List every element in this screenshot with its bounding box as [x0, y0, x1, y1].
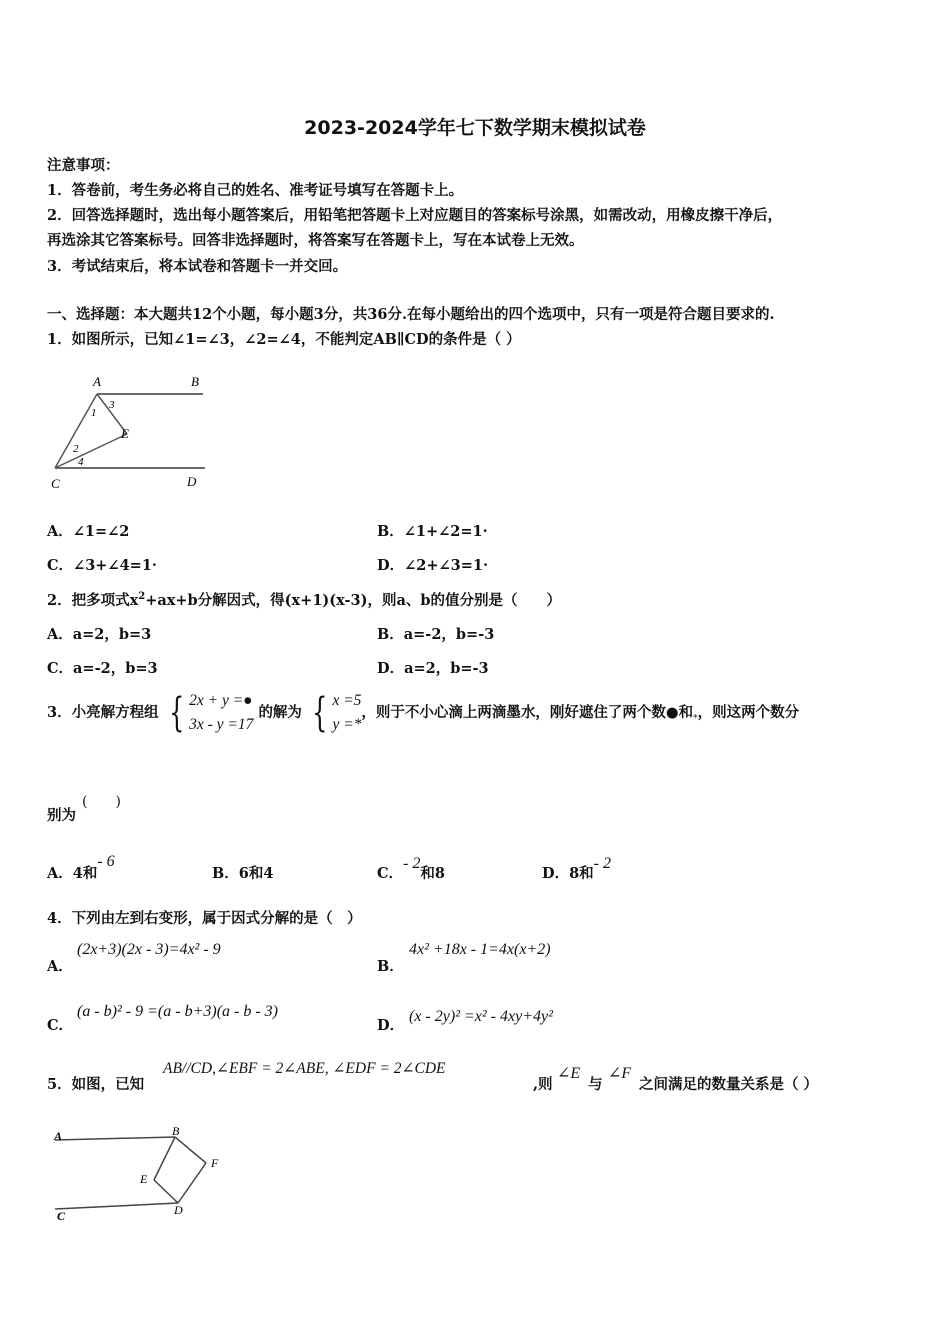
q4-option-c-label: C．	[47, 1017, 74, 1034]
q3-pre: 3．小亮解方程组	[47, 704, 159, 721]
line-ab	[55, 1137, 175, 1140]
line-cd	[55, 1203, 178, 1209]
fig1-label-a: A	[93, 374, 101, 389]
fig5-label-e: E	[140, 1172, 148, 1186]
q3-post2: ，则这两个数分	[697, 704, 800, 721]
q4-option-b-label: B．	[377, 958, 404, 975]
q1-option-d: D．∠2+∠3=1·	[377, 557, 488, 574]
fig1-angle-3: 3	[109, 399, 115, 411]
fig5-label-c: C	[57, 1209, 66, 1223]
q3-equation-system	[189, 689, 253, 737]
q1-option-b: B．∠1+∠2=1·	[377, 523, 488, 540]
fig5-label-b: B	[172, 1124, 180, 1138]
q5-angle-f: ∠F	[608, 1065, 632, 1082]
q3-option-c-text: C．	[377, 865, 404, 882]
q2-stem	[47, 589, 561, 610]
fig1-angle-4: 4	[78, 456, 84, 468]
q3-option-b: B．6和4	[212, 865, 274, 882]
notice-heading: 注意事项：	[47, 157, 120, 174]
q3-option-a-text: A．4和	[47, 865, 98, 882]
q1-option-a: A．∠1=∠2	[47, 523, 130, 540]
q2-option-b: B．a=-2，b=-3	[377, 626, 495, 643]
q2-stem-post: +ax+b分解因式，得(x+1)(x-3)，则a、b的值分别是（ ）	[145, 592, 562, 609]
q3-mid: 的解为	[258, 704, 302, 721]
q5-figure	[45, 1120, 245, 1230]
q4-option-c-expr: (a - b)² - 9 =(a - b+3)(a - b - 3)	[77, 1003, 278, 1020]
line-fd	[178, 1163, 206, 1203]
q3-line2: 别为	[47, 807, 76, 824]
q5-pre: 5．如图，已知	[47, 1076, 145, 1093]
notice-item-1: 1．答卷前，考生务必将自己的姓名、准考证号填写在答题卡上。	[47, 182, 464, 199]
q3-option-a	[47, 853, 115, 883]
fig5-label-f: F	[211, 1156, 219, 1170]
page-title: 2023-2024学年七下数学期末模拟试卷	[304, 117, 646, 139]
fig1-label-c: C	[51, 476, 60, 491]
fig5-label-d: D	[174, 1203, 183, 1217]
q3-option-a-value: - 6	[97, 853, 115, 870]
notice-item-3: 3．考试结束后，将本试卷和答题卡一并交回。	[47, 258, 348, 275]
fig5-label-a: A	[54, 1129, 63, 1143]
q3-option-d-value: - 2	[593, 855, 611, 872]
fig1-label-e: E	[121, 426, 129, 441]
q3-left-brace: {	[168, 690, 185, 736]
fig1-label-b: B	[191, 374, 199, 389]
q4-option-d-label: D．	[377, 1017, 405, 1034]
q3-option-c-tail: 和8	[420, 865, 445, 882]
q4-option-a-expr: (2x+3)(2x - 3)=4x² - 9	[77, 941, 221, 958]
q2-option-d: D．a=2，b=-3	[377, 660, 489, 677]
fig1-angle-1: 1	[91, 407, 97, 419]
fig1-label-d: D	[187, 474, 197, 489]
q5-angle-e: ∠E	[557, 1065, 581, 1082]
q1-stem: 1．如图所示，已知∠1=∠3，∠2=∠4，不能判定AB∥CD的条件是（ ）	[47, 331, 521, 348]
q3-option-c-value: - 2	[403, 855, 421, 872]
q4-option-b-expr: 4x² +18x - 1=4x(x+2)	[409, 941, 551, 958]
q2-stem-sup: 2	[138, 591, 146, 603]
fig1-angle-2: 2	[73, 443, 79, 455]
q3-paren: ( )	[82, 794, 121, 810]
line-be	[154, 1137, 175, 1180]
q3-star: *	[693, 713, 698, 724]
q1-option-c: C．∠3+∠4=1·	[47, 557, 157, 574]
q3-sol1: x =5	[332, 692, 362, 709]
q5-post: 之间满足的数量关系是（ ）	[639, 1076, 819, 1093]
q2-stem-pre: 2．把多项式x	[47, 592, 139, 609]
section-heading: 一、选择题：本大题共12个小题，每小题3分，共36分.在每小题给出的四个选项中，只有一项是符合题目要求的.	[47, 306, 775, 323]
q3-eq1: 2x + y =●	[189, 692, 253, 709]
q3-stem	[47, 689, 799, 737]
q5-condition: AB//CD,∠EBF = 2∠ABE, ∠EDF = 2∠CDE	[163, 1060, 446, 1077]
line-ac	[55, 394, 97, 468]
line-ce	[55, 434, 127, 468]
line-ed	[154, 1180, 178, 1203]
q3-option-d-text: D．8和	[542, 865, 594, 882]
line-bf	[175, 1137, 206, 1163]
q3-solution-brace: {	[312, 690, 328, 736]
notice-item-2: 2．回答选择题时，选出每小题答案后，用铅笔把答题卡上对应题目的答案标号涂黑，如需改动，用橡皮擦干净后，	[47, 207, 783, 224]
q4-option-d-expr: (x - 2y)² =x² - 4xy+4y²	[409, 1008, 553, 1025]
q3-option-d	[542, 855, 611, 883]
q3-sol2: y =*	[332, 716, 362, 733]
q2-option-c: C．a=-2，b=3	[47, 660, 158, 677]
q5-with: 与	[588, 1076, 603, 1093]
q3-eq2: 3x - y =17	[189, 716, 254, 733]
q1-figure	[45, 370, 225, 495]
notice-item-2-cont: 再选涂其它答案标号。回答非选择题时，将答案写在答题卡上，写在本试卷上无效。	[47, 232, 584, 249]
q4-stem: 4．下列由左到右变形，属于因式分解的是（ ）	[47, 910, 362, 927]
q3-post: ，则于不小心滴上两滴墨水，刚好遮住了两个数●和	[361, 704, 694, 721]
q5-then: ,则	[533, 1076, 553, 1093]
q3-solution-system	[332, 689, 361, 737]
q2-option-a: A．a=2，b=3	[47, 626, 152, 643]
q3-option-c	[377, 855, 445, 883]
q4-option-a-label: A．	[47, 958, 73, 975]
